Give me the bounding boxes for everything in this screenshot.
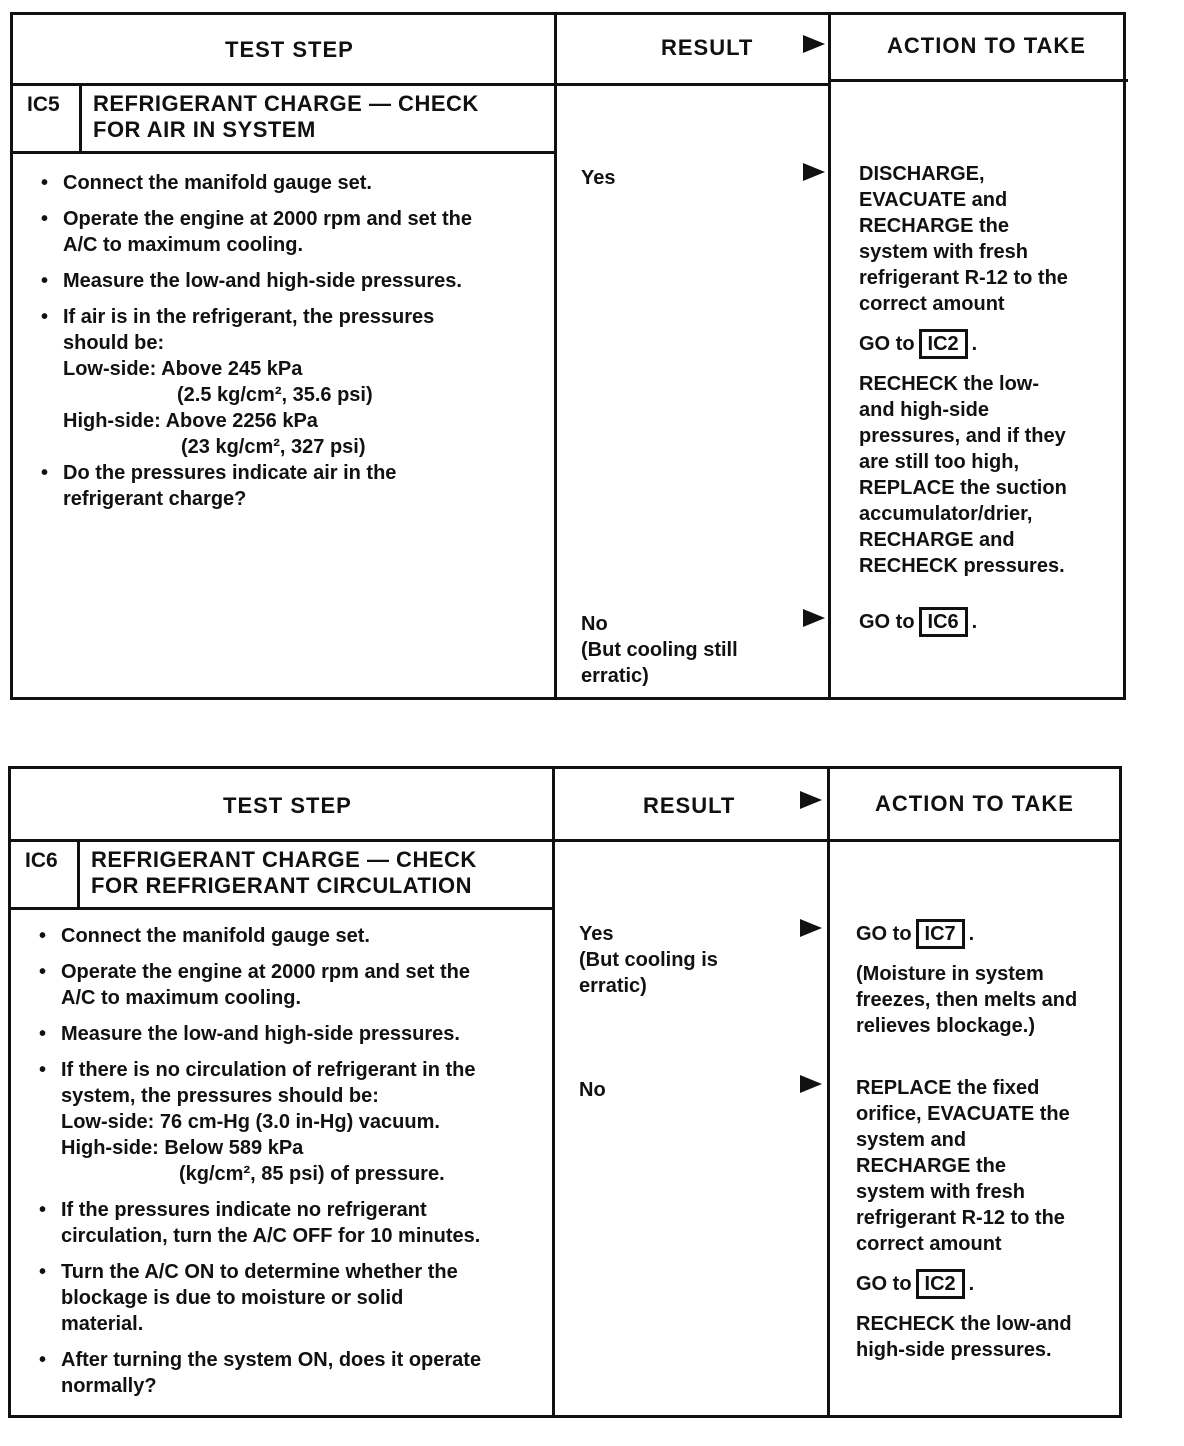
step-item: • If air is in the refrigerant, the pressures should be: Low-side: Above 245 kPa (2.5 kg/cm², 35.6 psi) High-side: Above 2256 kPa (23 kg/cm², 327 psi): [39, 304, 549, 460]
column-divider: [827, 769, 830, 1415]
step-ref-box[interactable]: IC6: [919, 607, 968, 637]
step-item: • Turn the A/C ON to determine whether the blockage is due to moisture or solid material.: [37, 1259, 549, 1337]
column-divider: [552, 769, 555, 1415]
action-yes: DISCHARGE, EVACUATE and RECHARGE the system with fresh refrigerant R-12 to the correct amount GO to IC2 . RECHECK the low- and high-side pressures, and if they are still too high, REPLACE the suction accumulator/drier, RECHARGE and RECHECK pressures.: [859, 161, 1121, 591]
arrow-icon: [800, 1075, 822, 1093]
step-list: [39, 170, 549, 522]
step-item: • Do the pressures indicate air in the refrigerant charge?: [39, 460, 549, 512]
header-test-step: TEST STEP: [225, 37, 354, 62]
arrow-icon: [800, 919, 822, 937]
step-item: • Measure the low-and high-side pressures.: [37, 1021, 549, 1047]
test-table-ic5: [10, 12, 1126, 700]
goto-ic7[interactable]: GO to IC7 .: [856, 919, 1118, 949]
step-item: • Operate the engine at 2000 rpm and set the A/C to maximum cooling.: [39, 206, 549, 258]
arrow-icon: [803, 35, 825, 53]
step-title-line: REFRIGERANT CHARGE — CHECK: [91, 847, 477, 872]
arrow-icon: [803, 609, 825, 627]
title-divider: [13, 151, 554, 154]
step-item: • After turning the system ON, does it operate normally?: [37, 1347, 549, 1399]
step-item: • Connect the manifold gauge set.: [39, 170, 549, 196]
step-title-line: REFRIGERANT CHARGE — CHECK: [93, 91, 479, 116]
header-action: ACTION TO TAKE: [887, 33, 1086, 58]
step-ref-box[interactable]: IC2: [919, 329, 968, 359]
goto-ic2[interactable]: GO to IC2 .: [859, 329, 1121, 359]
header-divider: [13, 83, 554, 86]
action-no: REPLACE the fixed orifice, EVACUATE the system and RECHARGE the system with fresh refrigerant R-12 to the correct amount GO to IC2 . RECHECK the low-and high-side pressures.: [856, 1075, 1118, 1375]
result-yes: Yes (But cooling is erratic): [579, 923, 718, 997]
title-divider: [11, 907, 552, 910]
result-no: No: [579, 1079, 606, 1101]
step-item: • Measure the low-and high-side pressures.: [39, 268, 549, 294]
goto-ic2[interactable]: GO to IC2 .: [856, 1269, 1118, 1299]
result-no: No (But cooling still erratic): [581, 613, 738, 687]
step-item: • Operate the engine at 2000 rpm and set the A/C to maximum cooling.: [37, 959, 549, 1011]
step-title-line: FOR REFRIGERANT CIRCULATION: [91, 873, 472, 898]
header-divider: [554, 83, 829, 86]
header-divider: [11, 839, 1119, 842]
step-item: • If there is no circulation of refrigerant in the system, the pressures should be: Low-side: 76 cm-Hg (3.0 in-Hg) vacuum. High-side: Below 589 kPa (kg/cm², 85 psi) of pressure.: [37, 1057, 549, 1187]
header-divider: [828, 79, 1128, 82]
step-code: IC6: [25, 849, 58, 872]
step-list: [37, 923, 549, 1409]
action-yes: GO to IC7 . (Moisture in system freezes, then melts and relieves blockage.): [856, 919, 1118, 1051]
header-test-step: TEST STEP: [223, 793, 352, 818]
column-divider: [554, 15, 557, 697]
step-item: • Connect the manifold gauge set.: [37, 923, 549, 949]
step-ref-box[interactable]: IC7: [916, 919, 965, 949]
column-divider: [828, 15, 831, 697]
header-action: ACTION TO TAKE: [875, 791, 1074, 816]
step-title-line: FOR AIR IN SYSTEM: [93, 117, 316, 142]
step-title: [93, 91, 479, 143]
step-code: IC5: [27, 93, 60, 116]
step-ref-box[interactable]: IC2: [916, 1269, 965, 1299]
arrow-icon: [800, 791, 822, 809]
result-yes: Yes: [581, 167, 616, 189]
code-divider: [79, 83, 82, 153]
arrow-icon: [803, 163, 825, 181]
goto-ic6[interactable]: GO to IC6 .: [859, 607, 977, 637]
header-result: RESULT: [661, 35, 754, 60]
header-result: RESULT: [643, 793, 736, 818]
step-title: [91, 847, 477, 899]
step-item: • If the pressures indicate no refrigerant circulation, turn the A/C OFF for 10 minutes.: [37, 1197, 549, 1249]
code-divider: [77, 839, 80, 909]
test-table-ic6: [8, 766, 1122, 1418]
